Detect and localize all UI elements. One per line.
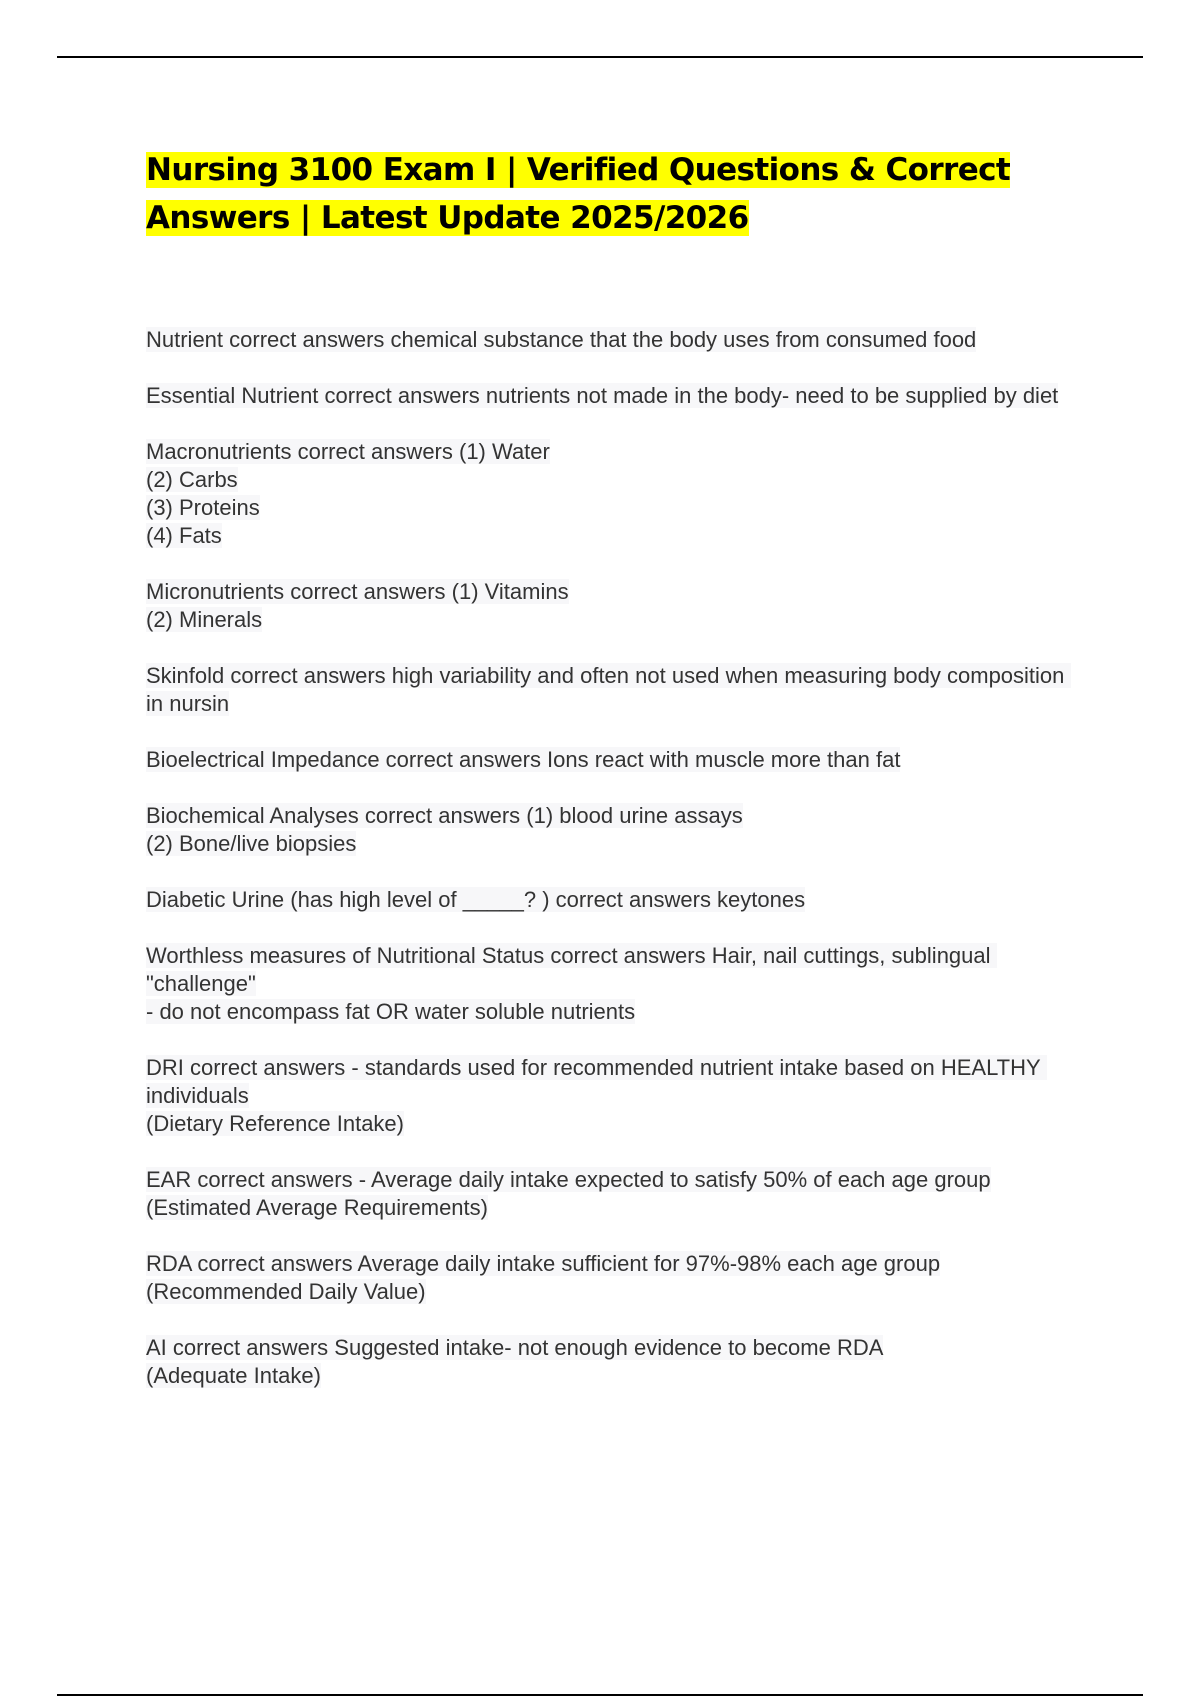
qa-entry-worthless-measures: Worthless measures of Nutritional Status correct answers Hair, nail cuttings, sublingual "challenge" - do not encompass fat OR water soluble nutrients <box>146 942 1086 1026</box>
qa-entry-macronutrients: Macronutrients correct answers (1) Water (2) Carbs (3) Proteins (4) Fats <box>146 439 550 548</box>
qa-entry-nutrient: Nutrient correct answers chemical substance that the body uses from consumed food <box>146 327 977 352</box>
qa-entry-dri: DRI correct answers - standards used for recommended nutrient intake based on HEALTHY individuals (Dietary Reference Intake) <box>146 1054 1086 1138</box>
qa-entry-rda: RDA correct answers Average daily intake sufficient for 97%-98% each age group (Recommended Daily Value) <box>146 1251 941 1304</box>
header-rule <box>57 56 1143 58</box>
footer-rule <box>57 1694 1143 1696</box>
qa-entry-essential-nutrient: Essential Nutrient correct answers nutrients not made in the body- need to be supplied by diet <box>146 383 1059 408</box>
qa-entry-bioelectrical-impedance: Bioelectrical Impedance correct answers Ions react with muscle more than fat <box>146 747 901 772</box>
document-title-text: Nursing 3100 Exam I | Verified Questions & Correct Answers | Latest Update 2025/2026 <box>146 152 1011 236</box>
qa-entry-diabetic-urine: Diabetic Urine (has high level of _____? ) correct answers keytones <box>146 887 806 912</box>
qa-entry-biochemical-analyses: Biochemical Analyses correct answers (1) blood urine assays (2) Bone/live biopsies <box>146 803 743 856</box>
qa-entry-ear: EAR correct answers - Average daily intake expected to satisfy 50% of each age group (Estimated Average Requirements) <box>146 1167 991 1220</box>
qa-entry-micronutrients: Micronutrients correct answers (1) Vitamins (2) Minerals <box>146 579 569 632</box>
qa-entry-ai: AI correct answers Suggested intake- not enough evidence to become RDA (Adequate Intake) <box>146 1335 884 1388</box>
document-body <box>146 326 1086 1418</box>
qa-entry-skinfold: Skinfold correct answers high variability and often not used when measuring body composition in nursin <box>146 663 1071 716</box>
document-title <box>146 146 1066 242</box>
